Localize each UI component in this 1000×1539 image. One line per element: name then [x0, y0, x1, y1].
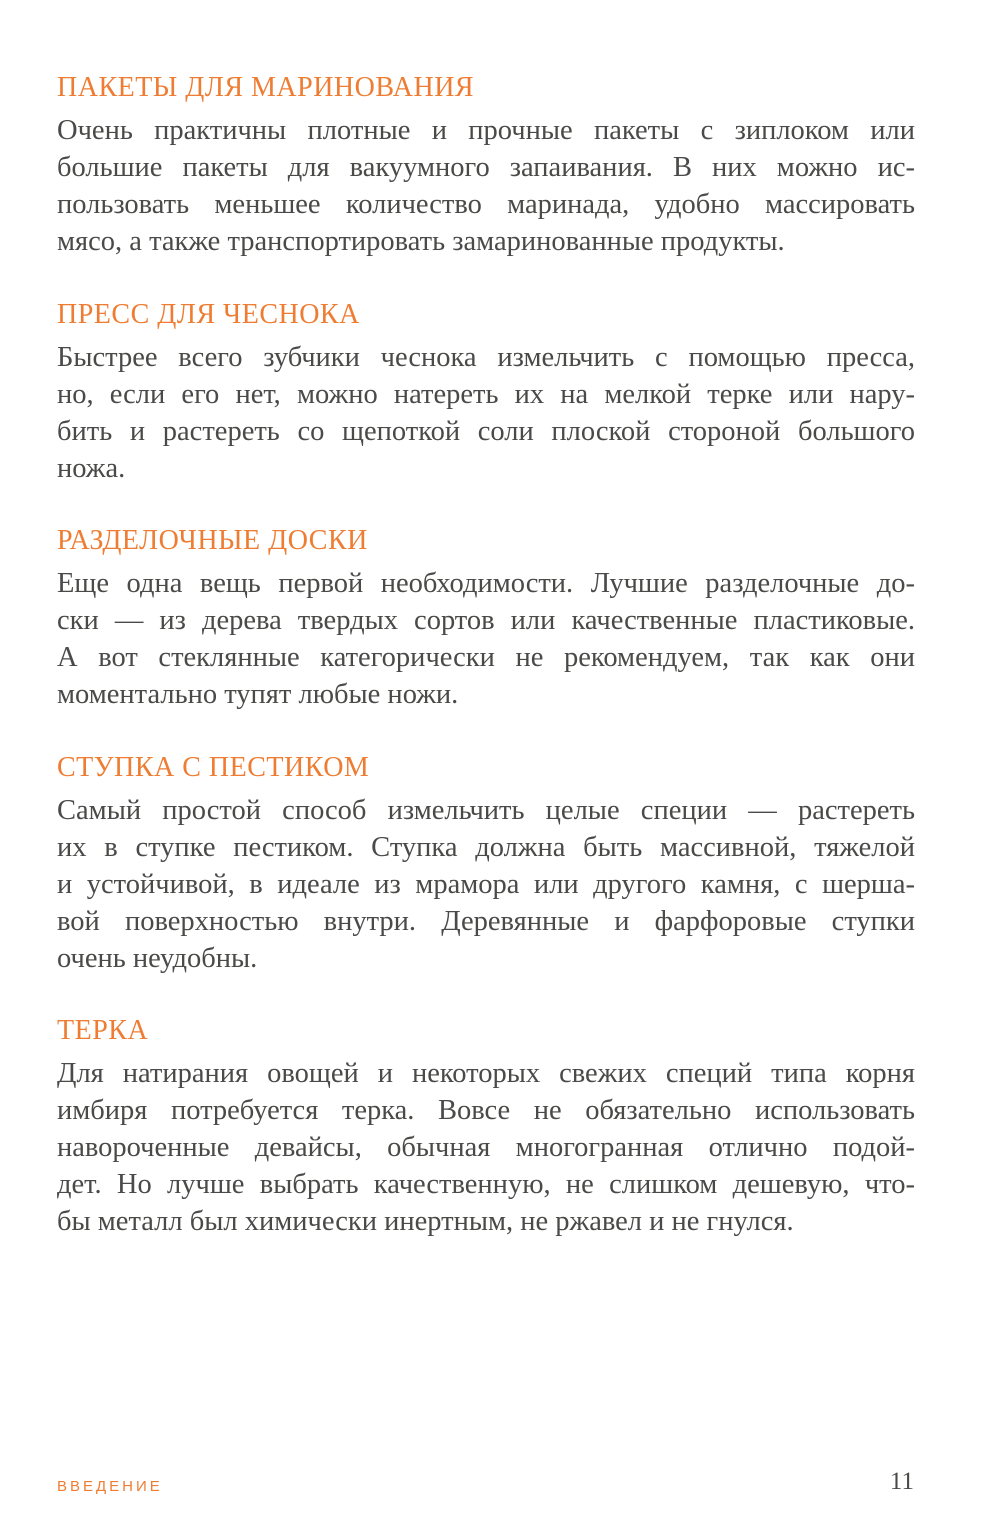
section-heading: ПАКЕТЫ ДЛЯ МАРИНОВАНИЯ	[57, 72, 475, 103]
body-line: ски — из дерева твердых сортов или качественные пластиковые.	[57, 605, 915, 636]
body-line: навороченные девайсы, обычная многогранная отлично подой-	[57, 1132, 915, 1163]
section-heading: СТУПКА С ПЕСТИКОМ	[57, 752, 370, 783]
body-line: пользовать меньшее количество маринада, удобно массировать	[57, 189, 915, 220]
body-line: Самый простой способ измельчить целые специи — растереть	[57, 795, 915, 826]
section-grater	[57, 1013, 915, 1240]
footer-section-label: ВВЕДЕНИЕ	[57, 1478, 163, 1495]
page-number: 11	[889, 1468, 914, 1495]
body-line: моментально тупят любые ножи.	[57, 679, 459, 710]
section-body	[57, 339, 915, 487]
body-line: и устойчивой, в идеале из мрамора или другого камня, с шерша-	[57, 869, 915, 900]
section-marinating-bags	[57, 70, 915, 260]
section-body	[57, 1055, 915, 1240]
body-line: бы металл был химически инертным, не ржавел и не гнулся.	[57, 1206, 794, 1237]
body-line: дет. Но лучше выбрать качественную, не слишком дешевую, что-	[57, 1169, 915, 1200]
section-body	[57, 565, 915, 713]
body-line: большие пакеты для вакуумного запаивания. В них можно ис-	[57, 152, 915, 183]
body-line: но, если его нет, можно натереть их на мелкой терке или нару-	[57, 379, 915, 410]
section-body	[57, 112, 915, 260]
section-heading: РАЗДЕЛОЧНЫЕ ДОСКИ	[57, 525, 368, 556]
section-heading: ТЕРКА	[57, 1015, 149, 1046]
section-heading: ПРЕСС ДЛЯ ЧЕСНОКА	[57, 299, 360, 330]
section-garlic-press	[57, 297, 915, 487]
body-line: ножа.	[57, 453, 126, 484]
body-line: Еще одна вещь первой необходимости. Лучшие разделочные до-	[57, 568, 915, 599]
body-line: бить и растереть со щепоткой соли плоской стороной большого	[57, 416, 915, 447]
body-line: очень неудобны.	[57, 943, 258, 974]
body-line: имбиря потребуется терка. Вовсе не обязательно использовать	[57, 1095, 915, 1126]
body-line: Быстрее всего зубчики чеснока измельчить с помощью пресса,	[57, 342, 915, 373]
body-line: Очень практичны плотные и прочные пакеты с зиплоком или	[57, 115, 915, 146]
section-body	[57, 792, 915, 977]
body-line: вой поверхностью внутри. Деревянные и фарфоровые ступки	[57, 906, 915, 937]
section-cutting-boards	[57, 523, 915, 713]
body-line: мясо, а также транспортировать замаринованные продукты.	[57, 226, 785, 257]
body-line: их в ступке пестиком. Ступка должна быть массивной, тяжелой	[57, 832, 915, 863]
body-line: А вот стеклянные категорически не рекомендуем, так как они	[57, 642, 915, 673]
section-mortar-pestle	[57, 750, 915, 977]
body-line: Для натирания овощей и некоторых свежих специй типа корня	[57, 1058, 915, 1089]
